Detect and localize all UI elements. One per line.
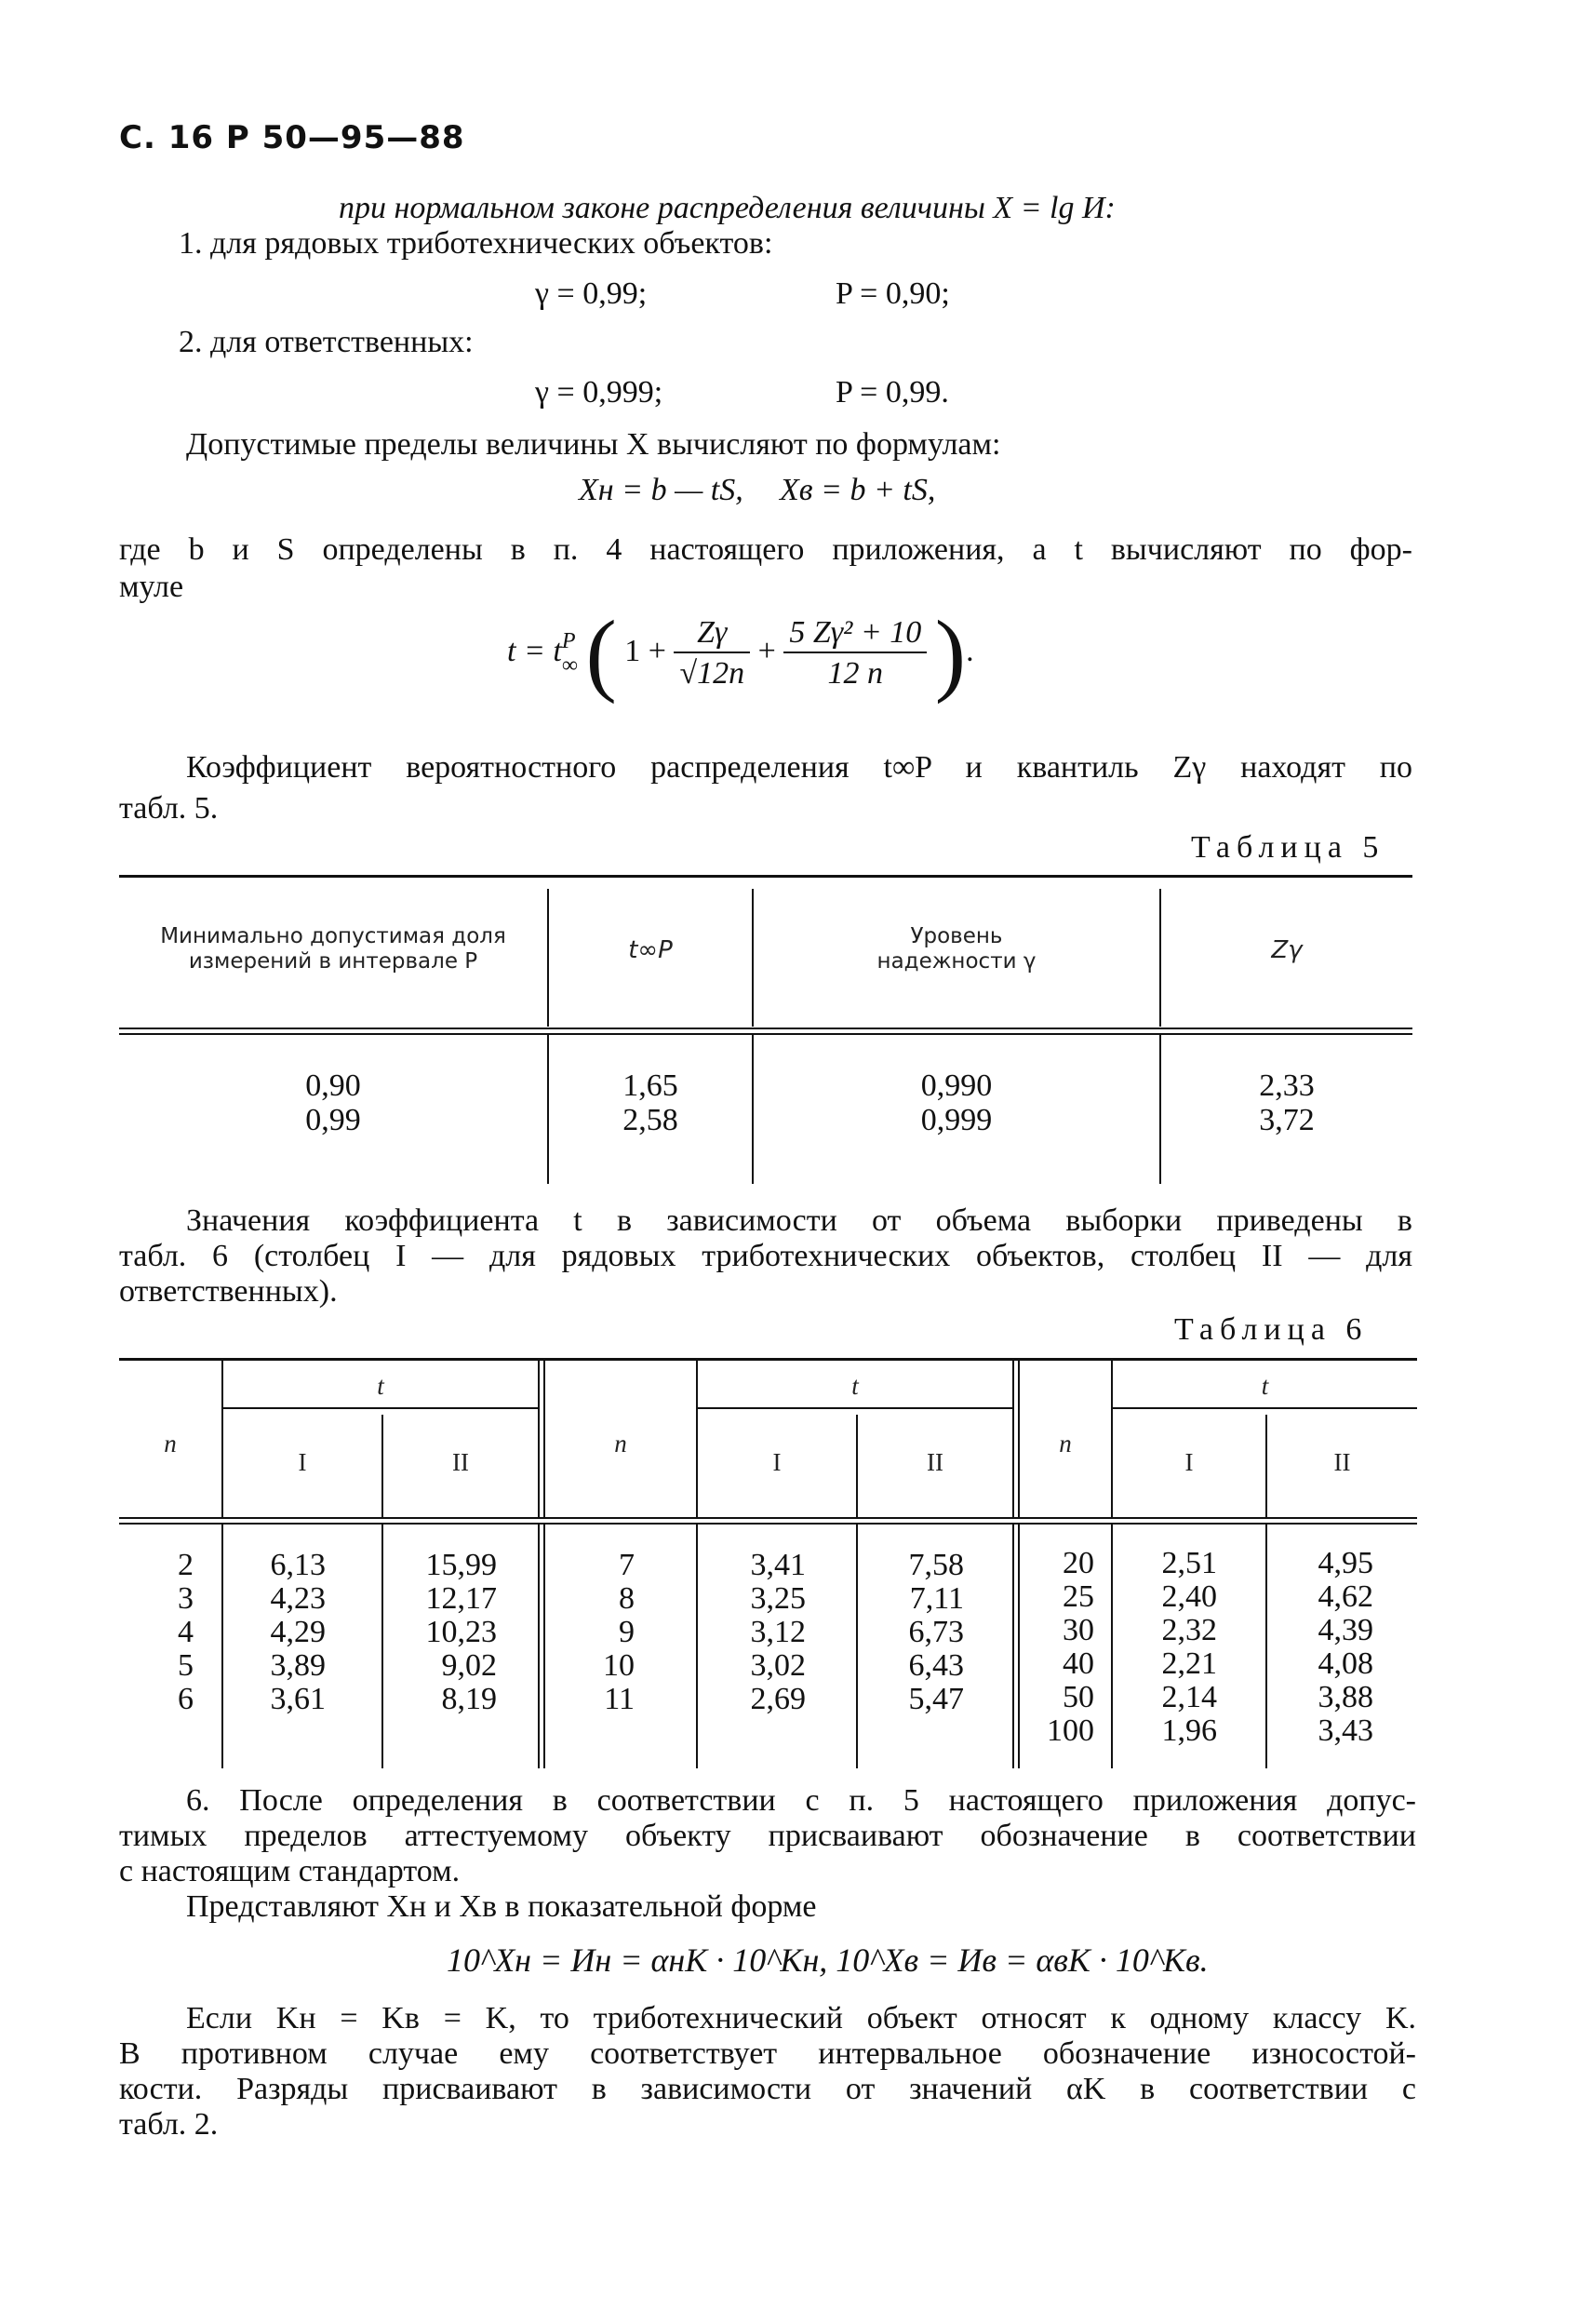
t6-cell: 4,08 bbox=[1318, 1646, 1373, 1681]
t6-g2-II bbox=[858, 1549, 964, 1716]
t5-cell: 0,99 bbox=[305, 1103, 361, 1137]
t6-header-t3: t bbox=[1261, 1372, 1269, 1400]
t6-cell: 3,41 bbox=[750, 1548, 806, 1582]
t6-header-II3: II bbox=[1333, 1448, 1351, 1476]
t6-cell: 6,13 bbox=[270, 1548, 326, 1582]
t6-cell: 3,43 bbox=[1318, 1713, 1373, 1748]
t6-cell: 7,11 bbox=[909, 1581, 964, 1616]
t6-cell: 3,61 bbox=[270, 1682, 326, 1716]
t6-cell: 3 bbox=[178, 1581, 194, 1616]
t6-cell: 4,23 bbox=[270, 1581, 326, 1616]
t5-cell: 1,65 bbox=[622, 1068, 678, 1103]
t6-g3-II bbox=[1267, 1547, 1373, 1748]
t5-header-gamma: Уровень надежности γ bbox=[876, 924, 1037, 974]
t6-cell: 2,32 bbox=[1161, 1613, 1217, 1647]
t6-cell: 2,51 bbox=[1161, 1546, 1217, 1580]
t6-g2-I bbox=[698, 1549, 806, 1716]
page-header: С. 16 Р 50—95—88 bbox=[119, 119, 465, 156]
t6-cell: 7 bbox=[619, 1548, 635, 1582]
t6-header-I1: I bbox=[298, 1448, 307, 1476]
item-2-gamma: γ = 0,999; bbox=[535, 375, 663, 410]
t6-cell: 6 bbox=[178, 1682, 194, 1716]
t6-header-I2: I bbox=[772, 1448, 782, 1476]
t6-cell: 4 bbox=[178, 1615, 194, 1649]
section6-line-7: кости. Разряды присваивают в зависимости от значений αK в соответствии с bbox=[119, 2072, 1416, 2106]
t6-cell: 50 bbox=[1063, 1680, 1094, 1714]
t6-cell: 3,25 bbox=[750, 1581, 806, 1616]
section6-line-8: табл. 2. bbox=[119, 2107, 219, 2142]
t6-header-II2: II bbox=[927, 1448, 943, 1476]
t6-header-II1: II bbox=[452, 1448, 469, 1476]
t6-cell: 2,21 bbox=[1161, 1646, 1217, 1681]
t6-cell: 4,62 bbox=[1318, 1579, 1373, 1614]
values-line-1: Значения коэффициента t в зависимости от объема выборки приведены в bbox=[186, 1203, 1412, 1238]
left-paren: ( bbox=[585, 601, 617, 705]
section6-line-4: Представляют Xн и Xв в показательной форме bbox=[186, 1889, 817, 1924]
t6-g3-I bbox=[1113, 1547, 1217, 1748]
t5-cell: 2,33 bbox=[1259, 1068, 1315, 1103]
item-2-p: P = 0,99. bbox=[836, 375, 949, 410]
t6-header-t2: t bbox=[851, 1372, 859, 1400]
t6-cell: 15,99 bbox=[425, 1548, 497, 1582]
t-fraction-2: $\frac{\text{5 Zγ² + 10}}{12 n}$ bbox=[783, 614, 927, 692]
t6-cell: 8 bbox=[619, 1581, 635, 1616]
t6-g3-n bbox=[1020, 1547, 1094, 1748]
t6-cell: 5,47 bbox=[908, 1682, 964, 1716]
t5-header-p: Минимально допустимая доля измерений в интервале P bbox=[160, 924, 506, 974]
t6-header-n2: n bbox=[614, 1430, 627, 1458]
exponent-formula: 10^Xн = Ин = αнK · 10^Kн, 10^Xв = Ив = αвK · 10^Kв. bbox=[447, 1941, 1209, 1979]
section6-line-6: В противном случае ему соответствует интервальное обозначение износостой- bbox=[119, 2036, 1416, 2071]
t5-cell: 0,990 bbox=[920, 1068, 993, 1103]
item-1-gamma: γ = 0,99; bbox=[535, 276, 648, 311]
t6-header-n1: n bbox=[164, 1430, 177, 1458]
t6-cell: 1,96 bbox=[1161, 1713, 1217, 1748]
t6-cell: 12,17 bbox=[425, 1581, 497, 1616]
table-6-title: Таблица 6 bbox=[1174, 1312, 1369, 1347]
limits-text: Допустимые пределы величины X вычисляют по формулам: bbox=[186, 427, 1001, 462]
t6-header-n3: n bbox=[1059, 1430, 1072, 1458]
values-line-3: ответственных). bbox=[119, 1274, 338, 1309]
t5-col-z bbox=[1161, 1068, 1412, 1137]
t5-cell: 0,999 bbox=[920, 1103, 993, 1137]
section6-line-1: 6. После определения в соответствии с п. 5 настоящего приложения допус- bbox=[186, 1783, 1416, 1818]
t6-cell: 8,19 bbox=[441, 1682, 497, 1716]
t6-cell: 9,02 bbox=[441, 1648, 497, 1683]
t-fraction-1: $\frac{Z\gamma}{√12n}$ bbox=[674, 614, 750, 692]
limits-formula-high: Xв = b + tS, bbox=[780, 473, 936, 507]
t6-cell: 3,12 bbox=[750, 1615, 806, 1649]
t5-col-t bbox=[549, 1068, 752, 1137]
t6-cell: 9 bbox=[619, 1615, 635, 1649]
t6-cell: 20 bbox=[1063, 1546, 1094, 1580]
t6-cell: 10 bbox=[603, 1648, 635, 1683]
item-1-p: P = 0,90; bbox=[836, 276, 950, 311]
t5-cell: 2,58 bbox=[622, 1103, 678, 1137]
table-5-title: Таблица 5 bbox=[1191, 830, 1385, 865]
normal-law-line: при нормальном законе распределения величины X = lg И: bbox=[339, 191, 1116, 225]
t6-cell: 2 bbox=[178, 1548, 194, 1582]
t6-cell: 2,14 bbox=[1161, 1680, 1217, 1714]
coef-line-2: табл. 5. bbox=[119, 791, 219, 826]
t6-cell: 11 bbox=[604, 1682, 635, 1716]
t6-cell: 100 bbox=[1047, 1713, 1094, 1748]
t6-cell: 7,58 bbox=[908, 1548, 964, 1582]
coef-line-1: Коэффициент вероятностного распределения t∞P и квантиль Zγ находят по bbox=[186, 750, 1412, 785]
t6-cell: 4,95 bbox=[1318, 1546, 1373, 1580]
t6-header-t1: t bbox=[377, 1372, 384, 1400]
where-line-2: муле bbox=[119, 570, 184, 604]
t5-col-p bbox=[121, 1068, 545, 1137]
t5-col-gamma bbox=[754, 1068, 1159, 1137]
t-formula: t = t P ∞ ( 1 + $\frac{Z\gamma}{√12n}$ + $\frac{\text{5 Zγ² + 10}}{12 n}$ ). bbox=[507, 601, 974, 705]
t-formula-lhs: t = t bbox=[507, 634, 562, 668]
values-line-2: табл. 6 (столбец I — для рядовых триботехнических объектов, столбец II — для bbox=[119, 1239, 1412, 1273]
right-paren: ) bbox=[934, 601, 967, 705]
t6-cell: 30 bbox=[1063, 1613, 1094, 1647]
t-formula-sup: P bbox=[561, 629, 576, 654]
t6-cell: 2,40 bbox=[1161, 1579, 1217, 1614]
t5-header-z: Zγ bbox=[1271, 936, 1303, 964]
t5-cell: 3,72 bbox=[1259, 1103, 1315, 1137]
t6-cell: 2,69 bbox=[750, 1682, 806, 1716]
section6-line-2: тимых пределов аттестуемому объекту присваивают обозначение в соответствии bbox=[119, 1819, 1416, 1853]
t6-g1-n bbox=[119, 1549, 194, 1716]
item-1: 1. для рядовых триботехнических объектов: bbox=[179, 226, 773, 261]
t6-cell: 4,39 bbox=[1318, 1613, 1373, 1647]
t6-g2-n bbox=[545, 1549, 635, 1716]
where-line-1: где b и S определены в п. 4 настоящего приложения, а t вычисляют по фор- bbox=[119, 532, 1412, 567]
section6-line-5: Если Kн = Kв = K, то триботехнический объект относят к одному классу K. bbox=[186, 2001, 1416, 2035]
t6-cell: 40 bbox=[1063, 1646, 1094, 1681]
t6-cell: 3,02 bbox=[750, 1648, 806, 1683]
section6-line-3: с настоящим стандартом. bbox=[119, 1854, 461, 1888]
t-formula-sub: ∞ bbox=[561, 653, 578, 678]
t6-cell: 4,29 bbox=[270, 1615, 326, 1649]
t6-cell: 25 bbox=[1063, 1579, 1094, 1614]
limits-formula-low: Xн = b — tS, bbox=[579, 473, 743, 507]
t6-cell: 10,23 bbox=[425, 1615, 497, 1649]
t6-cell: 3,89 bbox=[270, 1648, 326, 1683]
t6-cell: 3,88 bbox=[1318, 1680, 1373, 1714]
t6-header-I3: I bbox=[1184, 1448, 1194, 1476]
t5-header-t: t∞P bbox=[628, 936, 673, 964]
t6-g1-I bbox=[223, 1549, 326, 1716]
t5-cell: 0,90 bbox=[305, 1068, 361, 1103]
t6-cell: 6,73 bbox=[908, 1615, 964, 1649]
t6-g1-II bbox=[383, 1549, 497, 1716]
item-2: 2. для ответственных: bbox=[179, 325, 474, 359]
t6-cell: 6,43 bbox=[908, 1648, 964, 1683]
t6-cell: 5 bbox=[178, 1648, 194, 1683]
